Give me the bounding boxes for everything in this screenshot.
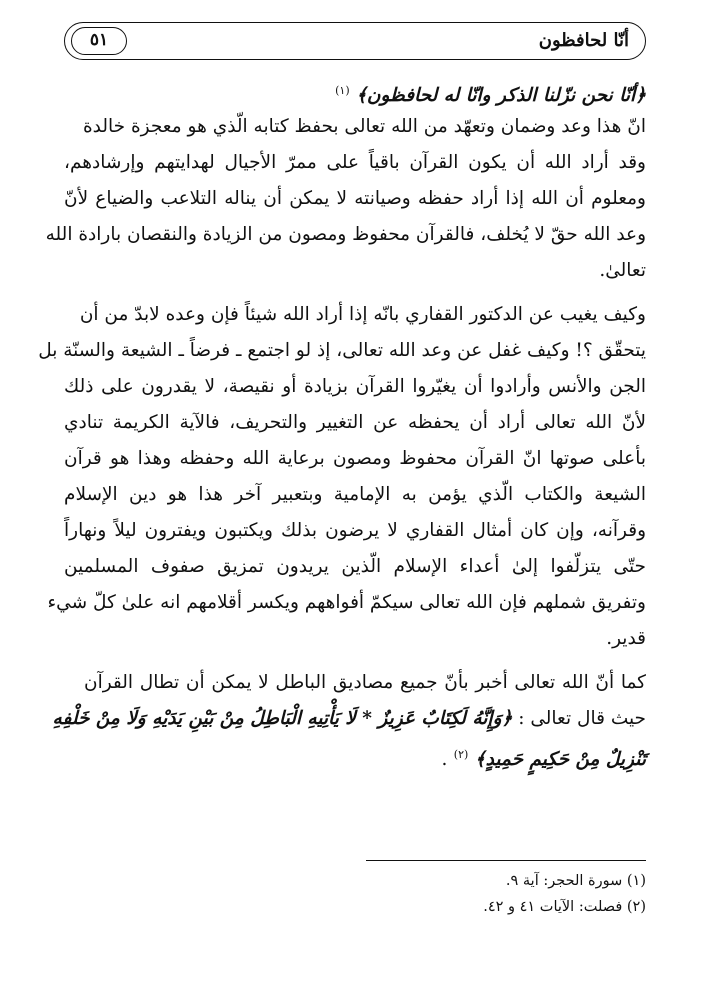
opening-verse-text: ﴿أنّا نحن نزّلنا الذكر وانّا له لحافظون﴾	[356, 85, 646, 107]
paragraph-3-line-1: كما أنّ الله تعالى أخبر بأنّ جميع مصاديق الباطل لا يمكن أن تطال القرآن	[84, 672, 646, 693]
paragraph-2-line-3: الجن والأنس وأرادوا أن يغيّروا القرآن بزيادة أو نقيصة، لا يقدرون على ذلك	[64, 376, 646, 397]
paragraph-2-line-2: يتحقّق ؟! وكيف غفل عن وعد الله تعالى، إذ لو اجتمع ـ فرضاً ـ الشيعة والسنّة بل	[38, 340, 646, 361]
closing-verse-text: تَنْزِيلٌ مِنْ حَكِيمٍ حَمِيدٍ﴾	[474, 749, 646, 771]
paragraph-2-line-6: الشيعة والكتاب الّذي يؤمن به الإمامية وبتعبير آخر هذا هو دين الإسلام	[64, 484, 646, 505]
paragraph-2-line-9: وتفريق شملهم فإن الله تعالى سيكمّ أفواههم ويكسر أقلامهم انه علىٰ كلّ شيء	[47, 592, 646, 613]
paragraph-2-line-7: وقرآنه، وإن كان أمثال القفاري لا يرضون بذلك ويكتبون ويفترون ليلاً ونهاراً	[64, 520, 646, 541]
footnote-ref-2: (٢)	[453, 748, 469, 761]
paragraph-2-line-5: بأعلى صوتها انّ القرآن محفوظ ومصون برعاية الله وحفظه وهذا هو قرآن	[64, 448, 646, 469]
footnote-2: (٢) فصلت: الآيات ٤١ و ٤٢.	[483, 899, 646, 915]
page	[38, 22, 646, 972]
quote-intro: حيث قال تعالى :	[518, 708, 646, 729]
closing-period: .	[441, 749, 448, 771]
running-header	[64, 22, 646, 60]
page-number: ٥١	[71, 27, 127, 55]
footnote-divider	[366, 860, 646, 861]
paragraph-1-line-3: ومعلوم أن الله إذا أراد حفظه وصيانته لا يمكن أن يناله التلاعب والضياع لأنّ	[64, 188, 646, 209]
paragraph-2-line-4: لأنّ الله تعالى أراد أن يحفظه عن التغيير والتحريف، فالآية الكريمة تنادي	[64, 412, 646, 433]
paragraph-1-line-1: انّ هذا وعد وضمان وتعهّد من الله تعالى بحفظ كتابه الّذي هو معجزة خالدة	[82, 116, 646, 137]
paragraph-3-line-3	[64, 738, 646, 777]
paragraph-3-line-2	[52, 702, 646, 736]
paragraph-2-line-10: قدير.	[606, 628, 646, 649]
paragraph-1-line-2: وقد أراد الله أن يكون القرآن باقياً على ممرّ الأجيال لهدايتهم وإرشادهم،	[64, 152, 646, 173]
opening-verse	[64, 74, 646, 113]
footnote-ref-1: (١)	[335, 84, 350, 97]
quran-verse: ﴿وَإِنَّهُ لَكِتَابٌ عَزِيزٌ * لَا يَأْتِيهِ الْبَاطِلُ مِنْ بَيْنِ يَدَيْهِ وَلَا مِنْ خَلْفِهِ	[52, 708, 513, 729]
paragraph-2-line-1: وكيف يغيب عن الدكتور القفاري بانّه إذا أراد الله شيئاً فإن وعده لابدّ من أن	[79, 304, 646, 325]
footnote-1: (١) سورة الحجر: آية ٩.	[505, 873, 646, 889]
paragraph-1-line-4: وعد الله حقّ لا يُخلف، فالقرآن محفوظ ومصون من الزيادة والنقصان بارادة الله	[45, 224, 646, 245]
paragraph-2-line-8: حتّى يتزلّفوا إلىٰ أعداء الإسلام الّذين يريدون تمزيق صفوف المسلمين	[64, 556, 646, 577]
paragraph-1-line-5: تعالىٰ.	[599, 260, 646, 281]
running-header-title: أنّا لحافظون	[538, 30, 629, 51]
